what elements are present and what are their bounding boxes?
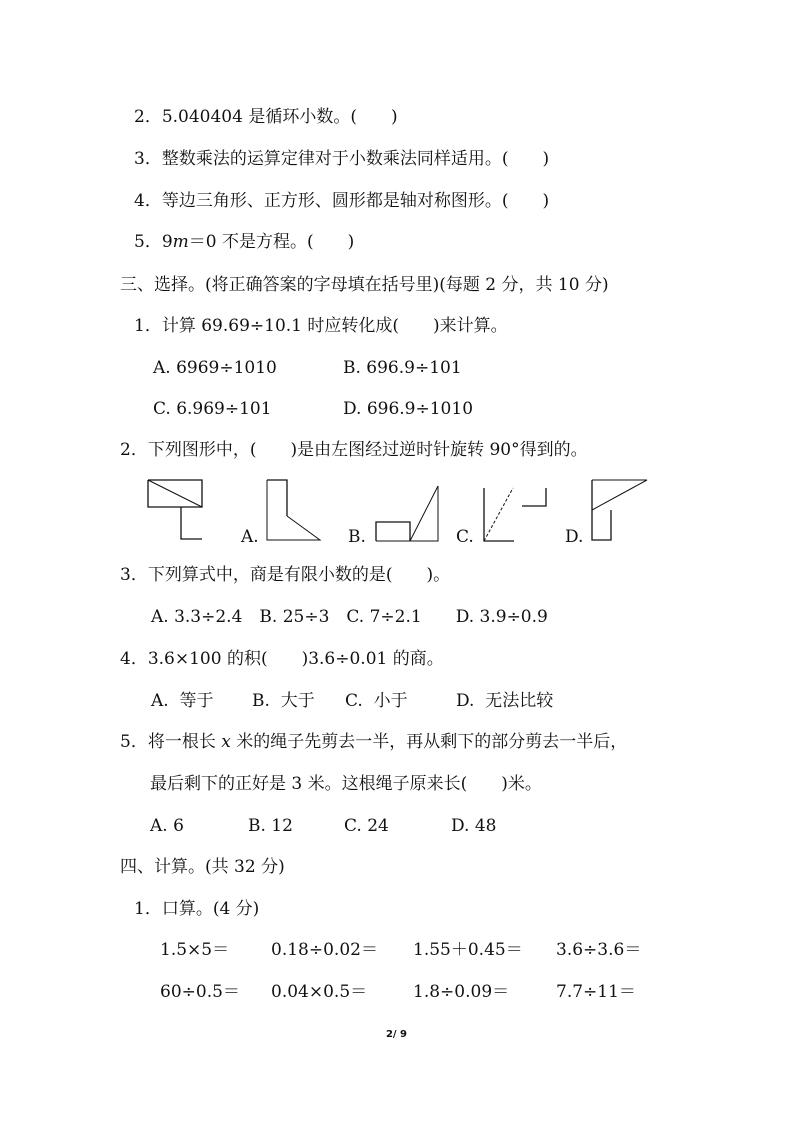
page-number: 2/ 9 — [385, 1029, 408, 1040]
oral-calc-5: 60÷0.5＝ — [160, 982, 240, 1002]
judge-q2: 2．5.040404 是循环小数。( ) — [134, 107, 398, 127]
choice-q1-stem: 1．计算 69.69÷10.1 时应转化成( )来计算。 — [134, 316, 508, 336]
oral-calc-6: 0.04×0.5＝ — [271, 982, 368, 1002]
choice-q5-stem-post: 米的绳子先剪去一半，再从剩下的部分剪去一半后， — [230, 732, 628, 752]
choice-q5-stem-line2: 最后剩下的正好是 3 米。这根绳子原来长( )米。 — [150, 774, 542, 794]
judge-q5-variable: m — [172, 232, 189, 252]
calc-q1-title: 1．口算。(4 分) — [134, 899, 260, 919]
oral-calc-4: 3.6÷3.6＝ — [556, 940, 642, 960]
choice-q2-stem: 2．下列图形中，( )是由左图经过逆时针旋转 90°得到的。 — [120, 440, 588, 460]
choice-q2-label-d: D. — [565, 527, 584, 547]
choice-q4-option-a: A. 等于 — [151, 691, 214, 711]
judge-q5 — [134, 231, 354, 253]
choice-q4-stem: 4．3.6×100 的积( )3.6÷0.01 的商。 — [120, 649, 444, 669]
option-a-figure — [264, 478, 324, 542]
option-c-figure — [480, 484, 550, 544]
choice-q4-option-d: D. 无法比较 — [456, 691, 554, 711]
oral-calc-1: 1.5×5＝ — [160, 940, 230, 960]
choice-q5-option-a: A. 6 — [150, 816, 184, 836]
oral-calc-3: 1.55＋0.45＝ — [413, 940, 523, 960]
choice-q3-stem: 3．下列算式中，商是有限小数的是( )。 — [120, 565, 451, 585]
choice-q5-stem-pre: 5．将一根长 — [120, 732, 222, 752]
oral-calc-8: 7.7÷11＝ — [556, 982, 636, 1002]
judge-q3: 3．整数乘法的运算定律对于小数乘法同样适用。( ) — [134, 149, 550, 169]
choice-q5-variable: x — [221, 732, 231, 752]
choice-q5-option-d: D. 48 — [451, 816, 497, 836]
section3-heading: 三、选择。(将正确答案的字母填在括号里)(每题 2 分，共 10 分) — [120, 275, 609, 295]
judge-q5-post: ＝0 不是方程。( ) — [188, 232, 355, 252]
choice-q5-option-c: C. 24 — [344, 816, 389, 836]
choice-q2-label-a: A. — [241, 527, 259, 547]
choice-q1-option-b: B. 696.9÷101 — [343, 358, 462, 378]
choice-q4-option-b: B. 大于 — [252, 691, 315, 711]
option-d-figure — [588, 478, 650, 544]
choice-q5-option-b: B. 12 — [248, 816, 293, 836]
choice-q2-label-c: C. — [456, 527, 474, 547]
judge-q4: 4．等边三角形、正方形、圆形都是轴对称图形。( ) — [134, 191, 550, 211]
choice-q5-stem — [120, 731, 627, 753]
oral-calc-2: 0.18÷0.02＝ — [271, 940, 378, 960]
judge-q5-pre: 5．9 — [134, 232, 173, 252]
original-figure — [146, 478, 206, 542]
oral-calc-7: 1.8÷0.09＝ — [413, 982, 510, 1002]
choice-q3-options: A. 3.3÷2.4 B. 25÷3 C. 7÷2.1 D. 3.9÷0.9 — [151, 607, 548, 627]
section4-heading: 四、计算。(共 32 分) — [120, 857, 285, 877]
choice-q1-option-a: A. 6969÷1010 — [153, 358, 277, 378]
choice-q1-option-c: C. 6.969÷101 — [153, 399, 272, 419]
choice-q4-option-c: C. 小于 — [345, 691, 408, 711]
choice-q1-option-d: D. 696.9÷1010 — [343, 399, 474, 419]
choice-q2-label-b: B. — [348, 527, 366, 547]
option-b-figure — [374, 484, 440, 544]
